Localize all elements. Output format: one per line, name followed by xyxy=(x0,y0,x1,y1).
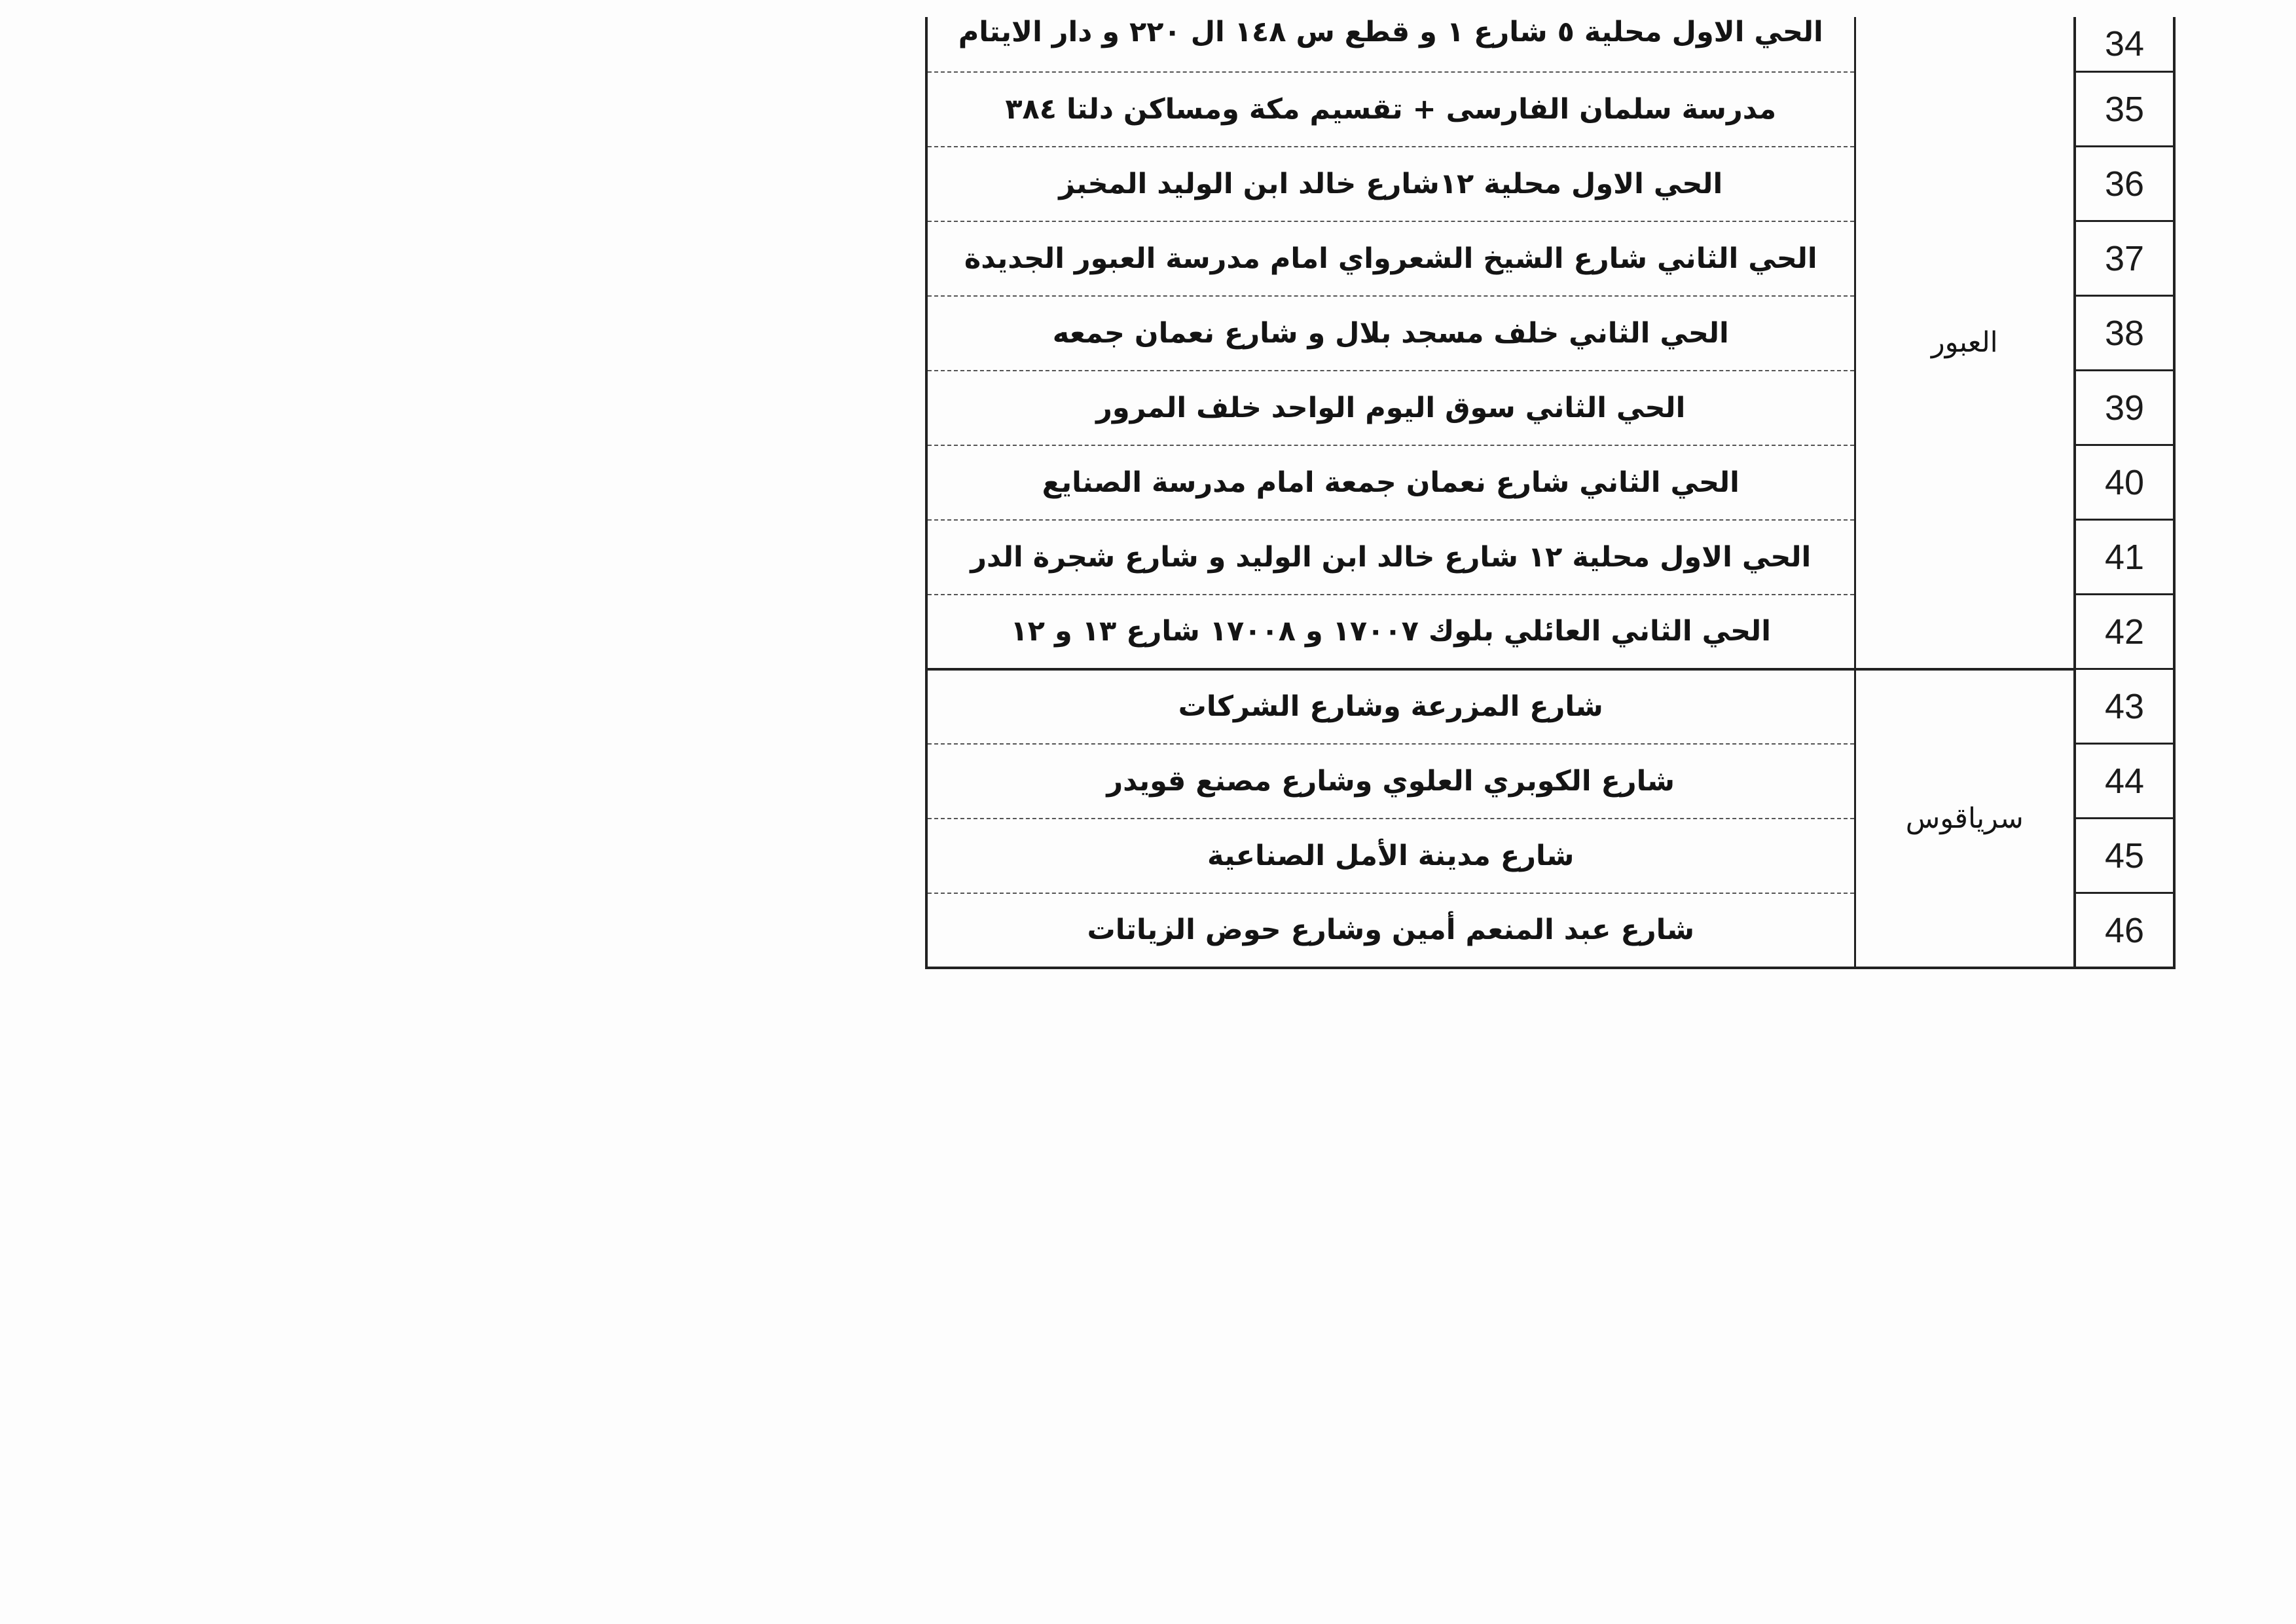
row-number: 39 xyxy=(2075,371,2174,445)
area-description: شارع الكوبري العلوي وشارع مصنع قويدر xyxy=(926,744,1855,819)
area-description: الحي الاول محلية ١٢شارع خالد ابن الوليد المخبز xyxy=(926,147,1855,221)
table-row xyxy=(926,669,2174,744)
locations-table xyxy=(925,17,2176,969)
area-description: الحي الاول محلية ٥ شارع ١ و قطع س ١٤٨ ال ٢٢٠ و دار الايتام xyxy=(926,17,1855,72)
row-number: 38 xyxy=(2075,296,2174,371)
table-row xyxy=(926,17,2174,72)
area-description: الحي الثاني شارع نعمان جمعة امام مدرسة الصنايع xyxy=(926,445,1855,520)
row-number: 45 xyxy=(2075,819,2174,893)
area-description: شارع مدينة الأمل الصناعية xyxy=(926,819,1855,893)
row-number: 44 xyxy=(2075,744,2174,819)
district-name: سرياقوس xyxy=(1855,669,2075,969)
row-number: 34 xyxy=(2075,17,2174,72)
area-description: الحي الثاني العائلي بلوك ١٧٠٠٧ و ١٧٠٠٨ شارع ١٣ و ١٢ xyxy=(926,595,1855,669)
area-description: الحي الثاني سوق اليوم الواحد خلف المرور xyxy=(926,371,1855,445)
area-description: الحي الثاني شارع الشيخ الشعرواي امام مدرسة العبور الجديدة xyxy=(926,221,1855,296)
row-number: 35 xyxy=(2075,72,2174,147)
area-description: الحي الاول محلية ١٢ شارع خالد ابن الوليد و شارع شجرة الدر xyxy=(926,520,1855,595)
row-number: 43 xyxy=(2075,669,2174,744)
row-number: 42 xyxy=(2075,595,2174,669)
area-description: شارع عبد المنعم أمين وشارع حوض الزياتات xyxy=(926,893,1855,969)
area-description: شارع المزرعة وشارع الشركات xyxy=(926,669,1855,744)
area-description: مدرسة سلمان الفارسى + تقسيم مكة ومساكن دلتا ٣٨٤ xyxy=(926,72,1855,147)
row-number: 40 xyxy=(2075,445,2174,520)
district-name: العبور xyxy=(1855,17,2075,669)
row-number: 37 xyxy=(2075,221,2174,296)
area-description: الحي الثاني خلف مسجد بلال و شارع نعمان جمعه xyxy=(926,296,1855,371)
row-number: 41 xyxy=(2075,520,2174,595)
row-number: 36 xyxy=(2075,147,2174,221)
row-number: 46 xyxy=(2075,893,2174,969)
